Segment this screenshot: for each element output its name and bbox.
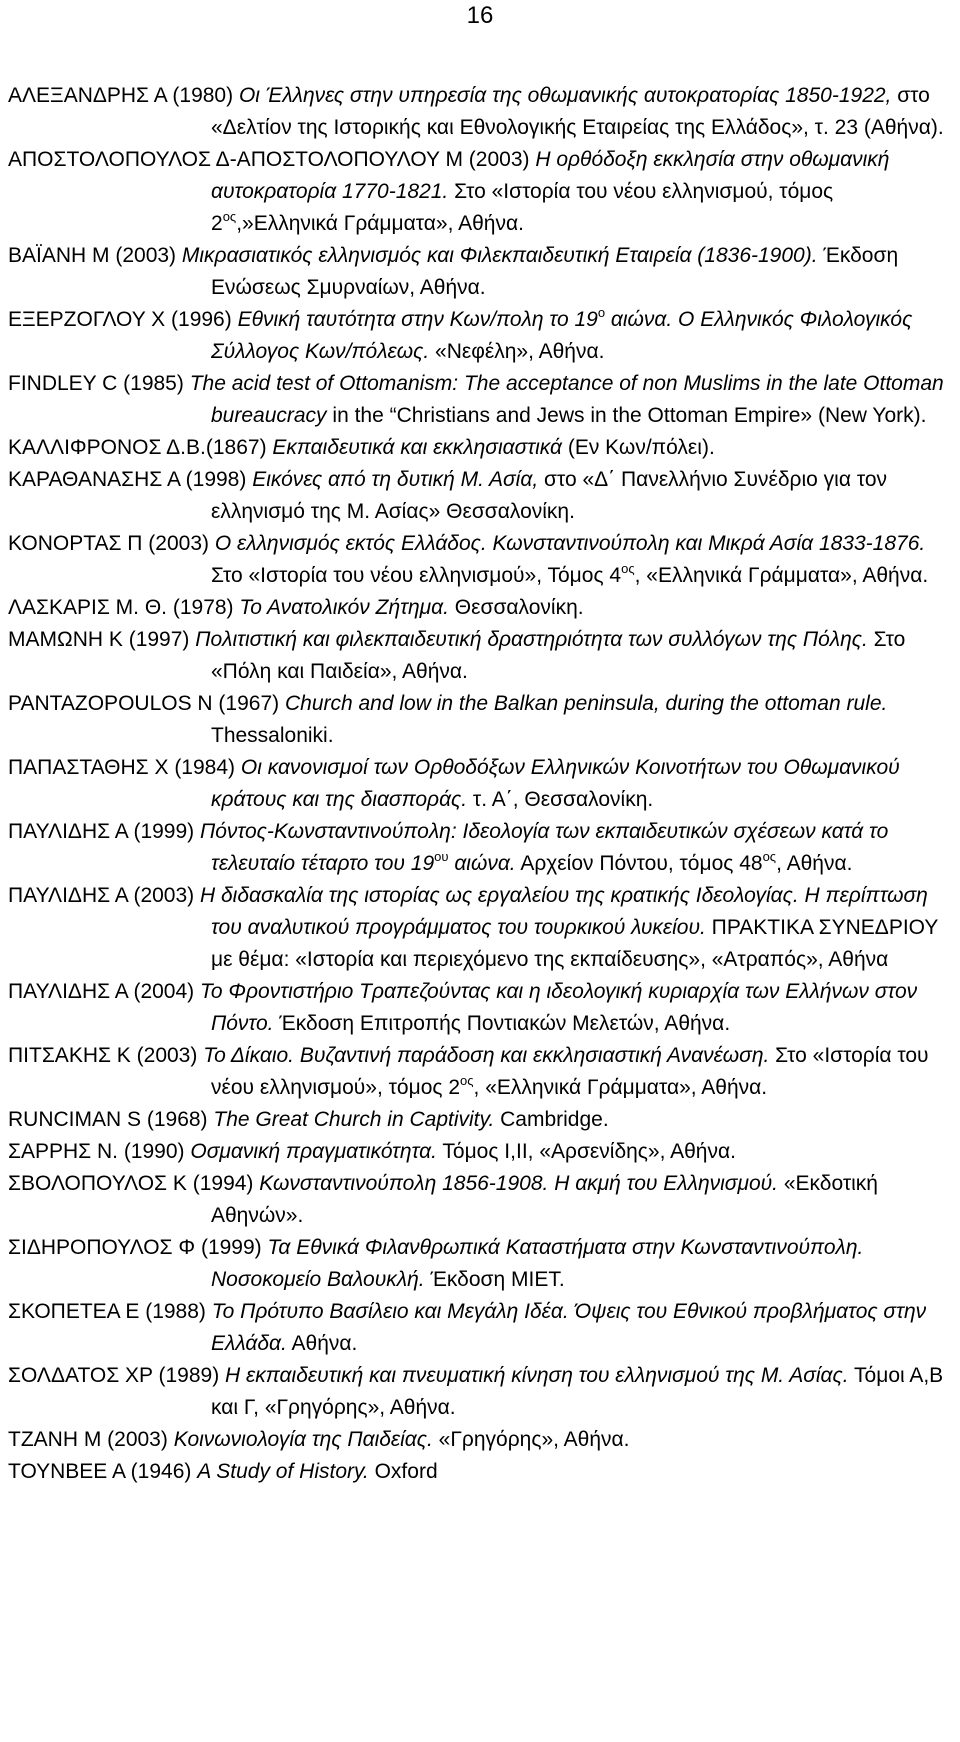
reference-text: Thessaloniki. bbox=[211, 724, 334, 747]
reference-text: Cambridge. bbox=[494, 1108, 609, 1131]
reference-text: Έκδοση Ενώσεως Σμυρναίων, Αθήνα. bbox=[211, 244, 899, 299]
reference-text: ΤΖΑΝΗ Μ (2003) bbox=[8, 1428, 174, 1451]
reference-title: αιώνα. Ο Ελληνικός Φιλολογικός Σύλλογος Κων/πόλεως. bbox=[211, 308, 913, 363]
reference-text: , Αθήνα. bbox=[776, 852, 853, 875]
reference-text: ΠΡΑΚΤΙΚΑ ΣΥΝΕΔΡΙΟΥ με θέμα: «Ιστορία και περιεχόμενο της εκπαίδευσης», «Ατραπός», Αθήνα bbox=[211, 916, 938, 971]
reference-text: στο «Δ΄ Πανελλήνιο Συνέδριο για τον ελληνισμό της Μ. Ασίας» Θεσσαλονίκη. bbox=[211, 468, 887, 523]
reference-text: «Εκδοτική Αθηνών». bbox=[211, 1172, 878, 1227]
reference-text: RUNCIMAN S (1968) bbox=[8, 1108, 214, 1131]
reference-entry bbox=[8, 464, 958, 528]
reference-text: ΠΑΠΑΣΤΑΘΗΣ Χ (1984) bbox=[8, 756, 241, 779]
reference-entry bbox=[8, 880, 958, 976]
reference-text: «Νεφέλη», Αθήνα. bbox=[429, 340, 605, 363]
superscript-ordinal: ος bbox=[621, 561, 635, 576]
reference-text: ΜΑΜΩΝΗ Κ (1997) bbox=[8, 628, 196, 651]
reference-title: The Great Church in Captivity. bbox=[213, 1108, 495, 1131]
reference-entry bbox=[8, 368, 958, 432]
reference-text: ΣΚΟΠΕΤΕΑ Ε (1988) bbox=[8, 1300, 212, 1323]
reference-entry bbox=[8, 752, 958, 816]
reference-text: ΣΑΡΡΗΣ Ν. (1990) bbox=[8, 1140, 191, 1163]
reference-entry bbox=[8, 1168, 958, 1232]
reference-text: τ. Α΄, Θεσσαλονίκη. bbox=[467, 788, 654, 811]
reference-entry bbox=[8, 976, 958, 1040]
reference-title: Το Φροντιστήριο Τραπεζούντας και η ιδεολογική κυριαρχία των Ελλήνων στον Πόντο. bbox=[200, 980, 918, 1035]
reference-entry bbox=[8, 240, 958, 304]
reference-text: Τόμος Ι,ΙΙ, «Αρσενίδης», Αθήνα. bbox=[436, 1140, 736, 1163]
reference-title: Κοινωνιολογία της Παιδείας. bbox=[173, 1428, 433, 1451]
reference-text: in the “Christians and Jews in the Ottoman Empire» (New York). bbox=[326, 404, 927, 427]
reference-text: ΛΑΣΚΑΡΙΣ Μ. Θ. (1978) bbox=[8, 596, 240, 619]
superscript-ordinal: ο bbox=[597, 305, 606, 320]
reference-text: , «Ελληνικά Γράμματα», Αθήνα. bbox=[473, 1076, 768, 1099]
reference-entry bbox=[8, 1104, 958, 1136]
reference-text: ΠΑΥΛΙΔΗΣ Α (2003) bbox=[8, 884, 200, 907]
reference-title: Η εκπαιδευτική και πνευματική κίνηση του ελληνισμού της Μ. Ασίας. bbox=[225, 1364, 849, 1387]
reference-text: ΠΙΤΣΑΚΗΣ Κ (2003) bbox=[8, 1044, 204, 1067]
reference-entry bbox=[8, 304, 958, 368]
reference-entry bbox=[8, 528, 958, 592]
reference-text: ΒΑΪΑΝΗ Μ (2003) bbox=[8, 244, 182, 267]
reference-text: ,»Ελληνικά Γράμματα», Αθήνα. bbox=[236, 212, 524, 235]
reference-text: (Εν Κων/πόλει). bbox=[562, 436, 715, 459]
reference-entry bbox=[8, 1040, 958, 1104]
reference-title: Ο ελληνισμός εκτός Ελλάδος. Κωνσταντινούπολη και Μικρά Ασία 1833-1876. bbox=[214, 532, 926, 555]
reference-title: The acid test of Ottomanism: The acceptance of non Muslims in the late Ottoman bureaucracy bbox=[189, 372, 944, 427]
reference-text: ΤΟΥΝΒΕΕ Α (1946) bbox=[8, 1460, 198, 1483]
reference-title: Η διδασκαλία της ιστορίας ως εργαλείου της κρατικής Ιδεολογίας. Η περίπτωση του αναλυτικού προγράμματος του τουρκικού λυκείου. bbox=[200, 884, 928, 939]
superscript-ordinal: ου bbox=[434, 849, 449, 864]
reference-title: Εθνική ταυτότητα στην Κων/πολη το 19 bbox=[237, 308, 598, 331]
reference-entry bbox=[8, 1424, 958, 1456]
reference-title: Το Πρότυπο Βασίλειο και Μεγάλη Ιδέα. Όψεις του Εθνικού προβλήματος στην Ελλάδα. bbox=[211, 1300, 927, 1355]
reference-text: Θεσσαλονίκη. bbox=[448, 596, 584, 619]
reference-text: «Γρηγόρης», Αθήνα. bbox=[432, 1428, 630, 1451]
reference-title: Το Δίκαιο. Βυζαντινή παράδοση και εκκλησιαστική Ανανέωση. bbox=[203, 1044, 770, 1067]
reference-title: Τα Εθνικά Φιλανθρωπικά Καταστήματα στην Κωνσταντινούπολη. Νοσοκομείο Βαλουκλή. bbox=[211, 1236, 864, 1291]
reference-title: Οι κανονισμοί των Ορθοδόξων Ελληνικών Κοινοτήτων του Οθωμανικού κράτους και της διασποράς. bbox=[211, 756, 900, 811]
reference-text: Αθήνα. bbox=[286, 1332, 358, 1355]
superscript-ordinal: ος bbox=[762, 849, 777, 864]
reference-title: Εικόνες από τη δυτική Μ. Ασία, bbox=[252, 468, 539, 491]
reference-entry bbox=[8, 1456, 958, 1488]
reference-text: ΑΛΕΞΑΝΔΡΗΣ Α (1980) bbox=[8, 84, 239, 107]
reference-text: FINDLEY C (1985) bbox=[8, 372, 190, 395]
reference-list bbox=[8, 80, 958, 1488]
reference-entry bbox=[8, 816, 958, 880]
reference-title: Οι Έλληνες στην υπηρεσία της οθωμανικής αυτοκρατορίας 1850-1922, bbox=[238, 84, 892, 107]
reference-entry bbox=[8, 80, 958, 144]
reference-text: ΣΙΔΗΡΟΠΟΥΛΟΣ Φ (1999) bbox=[8, 1236, 268, 1259]
reference-title: Πόντος-Κωνσταντινούπολη: Ιδεολογία των εκπαιδευτικών σχέσεων κατά το τελευταίο τέταρτο του 19 bbox=[200, 820, 889, 875]
reference-entry bbox=[8, 624, 958, 688]
reference-text: Αρχείον Πόντου, τόμος 48 bbox=[515, 852, 763, 875]
reference-text: Στο «Ιστορία του νέου ελληνισμού, τόμος 2 bbox=[211, 180, 834, 235]
reference-title: Οσμανική πραγματικότητα. bbox=[190, 1140, 437, 1163]
reference-text: ΚΑΛΛΙΦΡΟΝΟΣ Δ.Β.(1867) bbox=[8, 436, 273, 459]
reference-text: ΣΟΛΔΑΤΟΣ ΧΡ (1989) bbox=[8, 1364, 226, 1387]
superscript-ordinal: ος bbox=[222, 209, 237, 224]
reference-title: αιώνα. bbox=[448, 852, 516, 875]
reference-text: Oxford bbox=[368, 1460, 438, 1483]
reference-text: ΣΒΟΛΟΠΟΥΛΟΣ Κ (1994) bbox=[8, 1172, 260, 1195]
reference-text: Έκδοση Επιτροπής Ποντιακών Μελετών, Αθήνα. bbox=[273, 1012, 731, 1035]
reference-text: ΠΑΥΛΙΔΗΣ Α (1999) bbox=[8, 820, 200, 843]
reference-entry bbox=[8, 1232, 958, 1296]
reference-entry bbox=[8, 1296, 958, 1360]
reference-text: ΕΞΕΡΖΟΓΛΟΥ Χ (1996) bbox=[8, 308, 238, 331]
reference-text: στο «Δελτίον της Ιστορικής και Εθνολογικής Εταιρείας της Ελλάδος», τ. 23 (Αθήνα). bbox=[211, 84, 944, 139]
reference-text: Τόμοι Α,Β και Γ, «Γρηγόρης», Αθήνα. bbox=[211, 1364, 944, 1419]
reference-title: Κωνσταντινούπολη 1856-1908. Η ακμή του Ελληνισμού. bbox=[259, 1172, 779, 1195]
reference-text: ΑΠΟΣΤΟΛΟΠΟΥΛΟΣ Δ-ΑΠΟΣΤΟΛΟΠΟΥΛΟΥ Μ (2003) bbox=[8, 148, 536, 171]
reference-entry bbox=[8, 432, 958, 464]
reference-title: Το Ανατολικόν Ζήτημα. bbox=[239, 596, 449, 619]
superscript-ordinal: ος bbox=[460, 1073, 474, 1088]
reference-text: , «Ελληνικά Γράμματα», Αθήνα. bbox=[634, 564, 929, 587]
reference-title: A Study of History. bbox=[197, 1460, 369, 1483]
reference-title: Πολιτιστική και φιλεκπαιδευτική δραστηριότητα των συλλόγων της Πόλης. bbox=[195, 628, 868, 651]
reference-entry bbox=[8, 592, 958, 624]
reference-text: ΚΑΡΑΘΑΝΑΣΗΣ Α (1998) bbox=[8, 468, 253, 491]
reference-text: Στο «Ιστορία του νέου ελληνισμού», Τόμος 4 bbox=[211, 564, 622, 587]
reference-text: Στο «Ιστορία του νέου ελληνισμού», τόμος 2 bbox=[211, 1044, 929, 1099]
reference-entry bbox=[8, 1136, 958, 1168]
reference-entry bbox=[8, 144, 958, 240]
page-number: 16 bbox=[466, 2, 494, 29]
reference-text: ΚΟΝΟΡΤΑΣ Π (2003) bbox=[8, 532, 215, 555]
reference-entry bbox=[8, 688, 958, 752]
reference-entry bbox=[8, 1360, 958, 1424]
reference-text: Έκδοση ΜΙΕΤ. bbox=[424, 1268, 565, 1291]
reference-text: ΡΑΝΤΑΖΟΡΟULOS N (1967) bbox=[8, 692, 285, 715]
reference-text: Στο «Πόλη και Παιδεία», Αθήνα. bbox=[211, 628, 906, 683]
reference-title: Μικρασιατικός ελληνισμός και Φιλεκπαιδευτική Εταιρεία (1836-1900). bbox=[181, 244, 818, 267]
reference-title: Εκπαιδευτικά και εκκλησιαστικά bbox=[272, 436, 562, 459]
reference-title: Church and low in the Balkan peninsula, during the ottoman rule. bbox=[284, 692, 888, 715]
reference-text: ΠΑΥΛΙΔΗΣ Α (2004) bbox=[8, 980, 200, 1003]
reference-title: Η ορθόδοξη εκκλησία στην οθωμανική αυτοκρατορία 1770-1821. bbox=[211, 148, 890, 203]
